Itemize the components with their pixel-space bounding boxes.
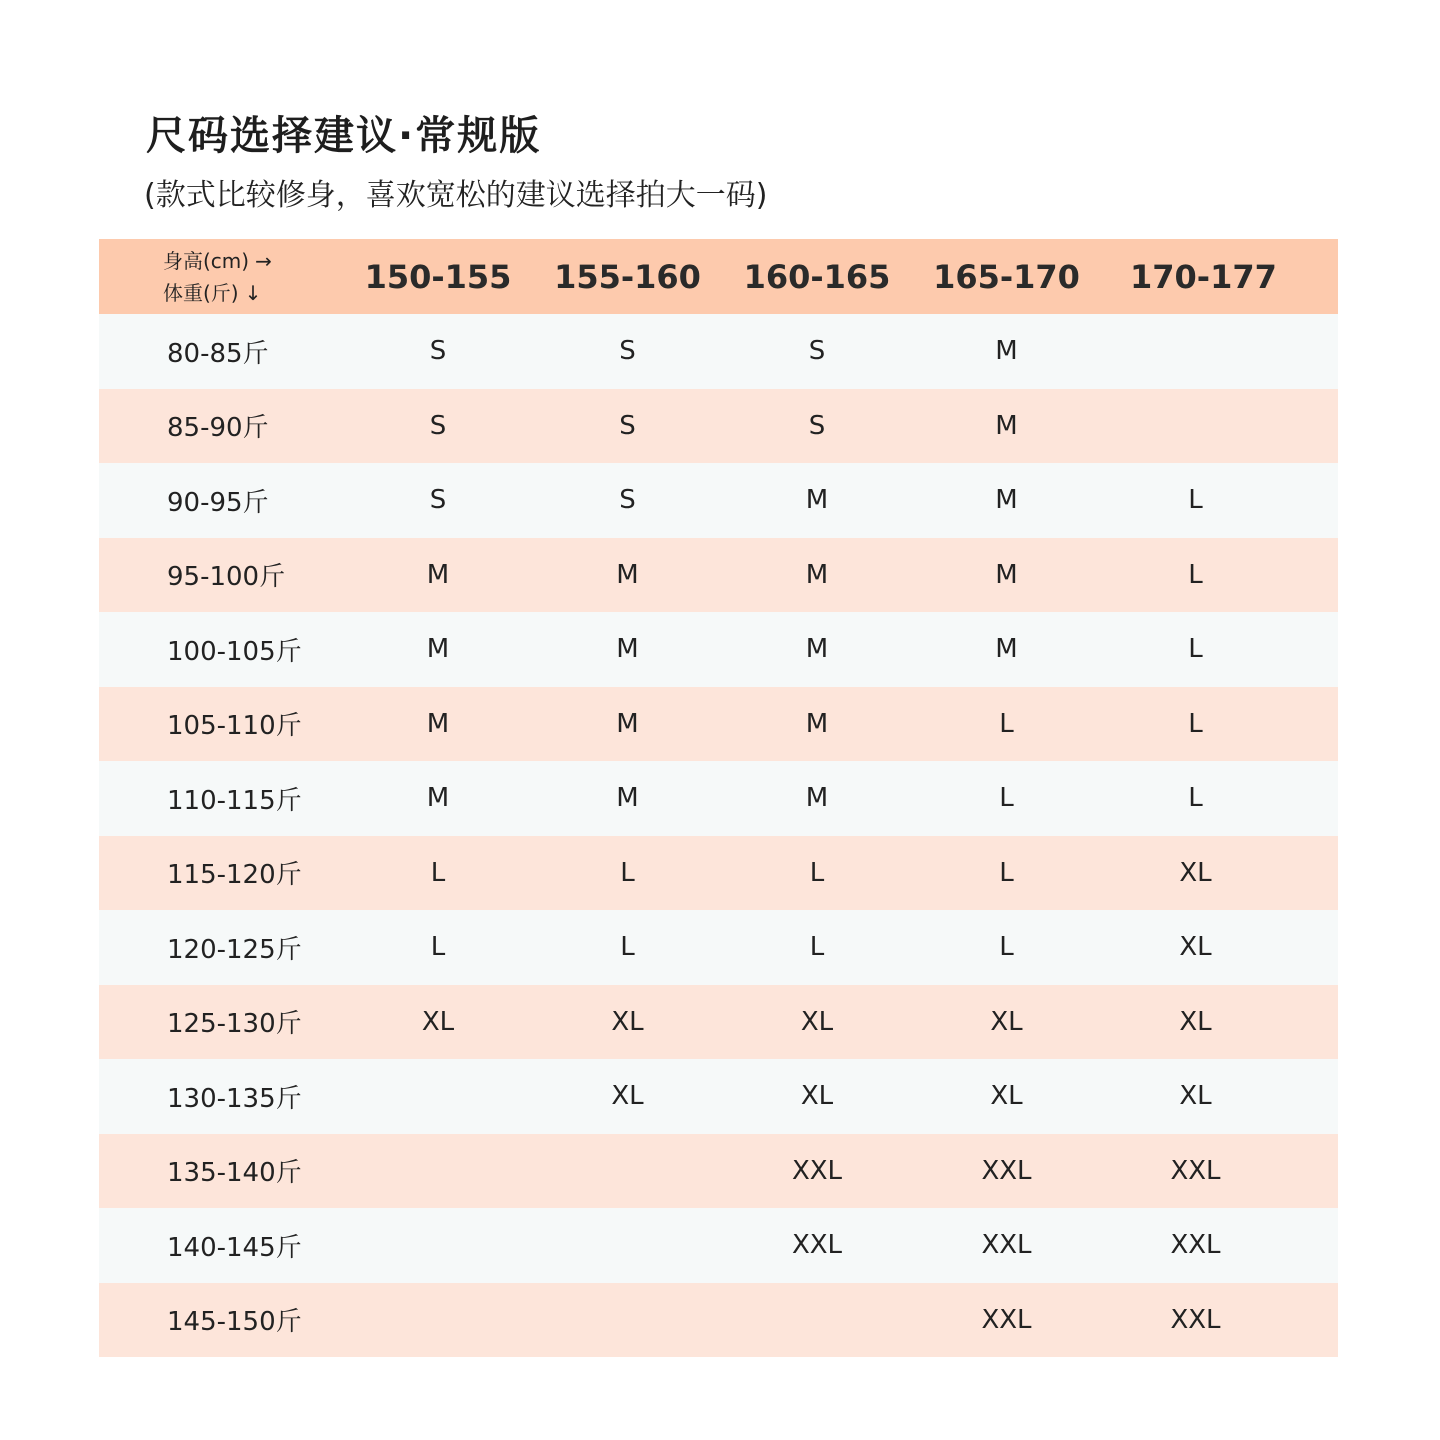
height-header-cell: 150-155 bbox=[364, 257, 512, 296]
size-cell: M bbox=[616, 708, 639, 739]
weight-cell: 145-150斤 bbox=[167, 1307, 302, 1338]
size-cell: XL bbox=[1179, 857, 1212, 888]
size-cell: XXL bbox=[791, 1155, 843, 1186]
height-axis-label: 身高(cm) → bbox=[163, 248, 272, 273]
size-cell: XL bbox=[611, 1006, 644, 1037]
table-row bbox=[99, 1059, 1338, 1134]
page-title: 尺码选择建议·常规版 bbox=[146, 113, 542, 159]
size-cell bbox=[1101, 389, 1338, 464]
size-cell: M bbox=[995, 485, 1018, 516]
size-cell: M bbox=[805, 485, 829, 516]
size-cell: M bbox=[426, 708, 450, 739]
table-row bbox=[99, 836, 1338, 911]
size-cell: XXL bbox=[1170, 1304, 1221, 1335]
size-cell: XL bbox=[1179, 932, 1212, 963]
size-cell: M bbox=[995, 559, 1018, 590]
size-cell: L bbox=[999, 783, 1014, 814]
size-cell: M bbox=[995, 410, 1018, 441]
height-header-cell: 160-165 bbox=[743, 257, 891, 296]
size-cell: L bbox=[999, 857, 1014, 888]
size-cell bbox=[1101, 314, 1338, 389]
size-cell: S bbox=[619, 485, 636, 516]
size-cell: M bbox=[426, 783, 450, 814]
size-cell bbox=[343, 1134, 533, 1209]
right-arrow-icon: → bbox=[255, 248, 272, 273]
table-header-row bbox=[99, 239, 1338, 314]
size-cell bbox=[722, 1283, 912, 1358]
size-cell: M bbox=[805, 634, 829, 665]
size-cell: M bbox=[616, 783, 639, 814]
down-arrow-icon: ↓ bbox=[244, 280, 262, 305]
weight-cell: 135-140斤 bbox=[167, 1158, 302, 1189]
size-cell bbox=[343, 1208, 533, 1283]
weight-cell: 115-120斤 bbox=[167, 860, 302, 891]
table-row bbox=[99, 1134, 1338, 1209]
size-cell: L bbox=[1188, 783, 1203, 814]
size-cell bbox=[533, 1283, 722, 1358]
size-cell: S bbox=[429, 336, 447, 367]
size-cell: XXL bbox=[1170, 1230, 1221, 1261]
size-cell: XXL bbox=[981, 1155, 1032, 1186]
size-cell: XL bbox=[611, 1081, 644, 1112]
size-cell: L bbox=[1188, 559, 1203, 590]
size-cell: XXL bbox=[981, 1304, 1032, 1335]
weight-cell: 105-110斤 bbox=[167, 711, 302, 742]
size-cell: M bbox=[616, 634, 639, 665]
table-row bbox=[99, 910, 1338, 985]
size-cell: S bbox=[619, 336, 636, 367]
weight-axis-label: 体重(斤) ↓ bbox=[163, 280, 262, 305]
size-cell: L bbox=[620, 932, 635, 963]
size-cell: L bbox=[999, 708, 1014, 739]
size-chart-table bbox=[99, 239, 1338, 1357]
corner-header-cell bbox=[99, 239, 343, 314]
table-row bbox=[99, 389, 1338, 464]
size-cell bbox=[533, 1134, 722, 1209]
weight-cell: 130-135斤 bbox=[167, 1083, 302, 1114]
weight-cell: 120-125斤 bbox=[167, 934, 302, 965]
size-cell: L bbox=[430, 857, 446, 888]
table-row bbox=[99, 985, 1338, 1060]
table-row bbox=[99, 761, 1338, 836]
size-cell bbox=[343, 1059, 533, 1134]
size-cell: M bbox=[995, 336, 1018, 367]
size-cell: S bbox=[808, 336, 826, 367]
size-cell: M bbox=[805, 559, 829, 590]
size-cell: M bbox=[805, 708, 829, 739]
size-cell: L bbox=[999, 932, 1014, 963]
table-row bbox=[99, 538, 1338, 613]
size-cell: L bbox=[620, 857, 635, 888]
page-subtitle: (款式比较修身，喜欢宽松的建议选择拍大一码) bbox=[144, 178, 768, 213]
size-cell: XXL bbox=[791, 1230, 843, 1261]
table-row bbox=[99, 1283, 1338, 1358]
size-cell: M bbox=[426, 559, 450, 590]
size-cell: XL bbox=[800, 1081, 834, 1112]
size-cell bbox=[343, 1283, 533, 1358]
size-cell: L bbox=[809, 932, 825, 963]
size-cell: M bbox=[426, 634, 450, 665]
size-cell: S bbox=[808, 410, 826, 441]
size-cell: XXL bbox=[1170, 1155, 1221, 1186]
size-cell: L bbox=[1188, 708, 1203, 739]
size-cell: XL bbox=[1179, 1081, 1212, 1112]
table-row bbox=[99, 687, 1338, 762]
size-cell: S bbox=[619, 410, 636, 441]
size-cell: M bbox=[616, 559, 639, 590]
weight-cell: 125-130斤 bbox=[167, 1009, 302, 1040]
weight-cell: 140-145斤 bbox=[167, 1232, 302, 1263]
weight-cell: 80-85斤 bbox=[167, 338, 269, 369]
size-cell: XL bbox=[800, 1006, 834, 1037]
size-cell: XL bbox=[1179, 1006, 1212, 1037]
table-row bbox=[99, 463, 1338, 538]
size-cell: M bbox=[805, 783, 829, 814]
size-cell: S bbox=[429, 410, 447, 441]
weight-cell: 85-90斤 bbox=[167, 413, 269, 444]
weight-cell: 100-105斤 bbox=[167, 636, 302, 667]
height-header-cell: 165-170 bbox=[933, 257, 1080, 296]
size-cell bbox=[533, 1208, 722, 1283]
size-cell: XXL bbox=[981, 1230, 1032, 1261]
table-row bbox=[99, 612, 1338, 687]
size-cell: L bbox=[809, 857, 825, 888]
size-cell: S bbox=[429, 485, 447, 516]
weight-cell: 95-100斤 bbox=[167, 562, 286, 593]
size-cell: M bbox=[995, 634, 1018, 665]
table-body bbox=[99, 314, 1338, 1357]
size-cell: L bbox=[1188, 634, 1203, 665]
weight-cell: 90-95斤 bbox=[167, 487, 269, 518]
size-cell: XL bbox=[990, 1006, 1023, 1037]
table-row bbox=[99, 1208, 1338, 1283]
height-header-cell: 170-177 bbox=[1130, 257, 1277, 296]
weight-cell: 110-115斤 bbox=[167, 785, 302, 816]
size-cell: L bbox=[1188, 485, 1203, 516]
table-row bbox=[99, 314, 1338, 389]
size-cell: XL bbox=[421, 1006, 455, 1037]
height-header-cell: 155-160 bbox=[554, 257, 701, 296]
size-cell: XL bbox=[990, 1081, 1023, 1112]
size-cell: L bbox=[430, 932, 446, 963]
